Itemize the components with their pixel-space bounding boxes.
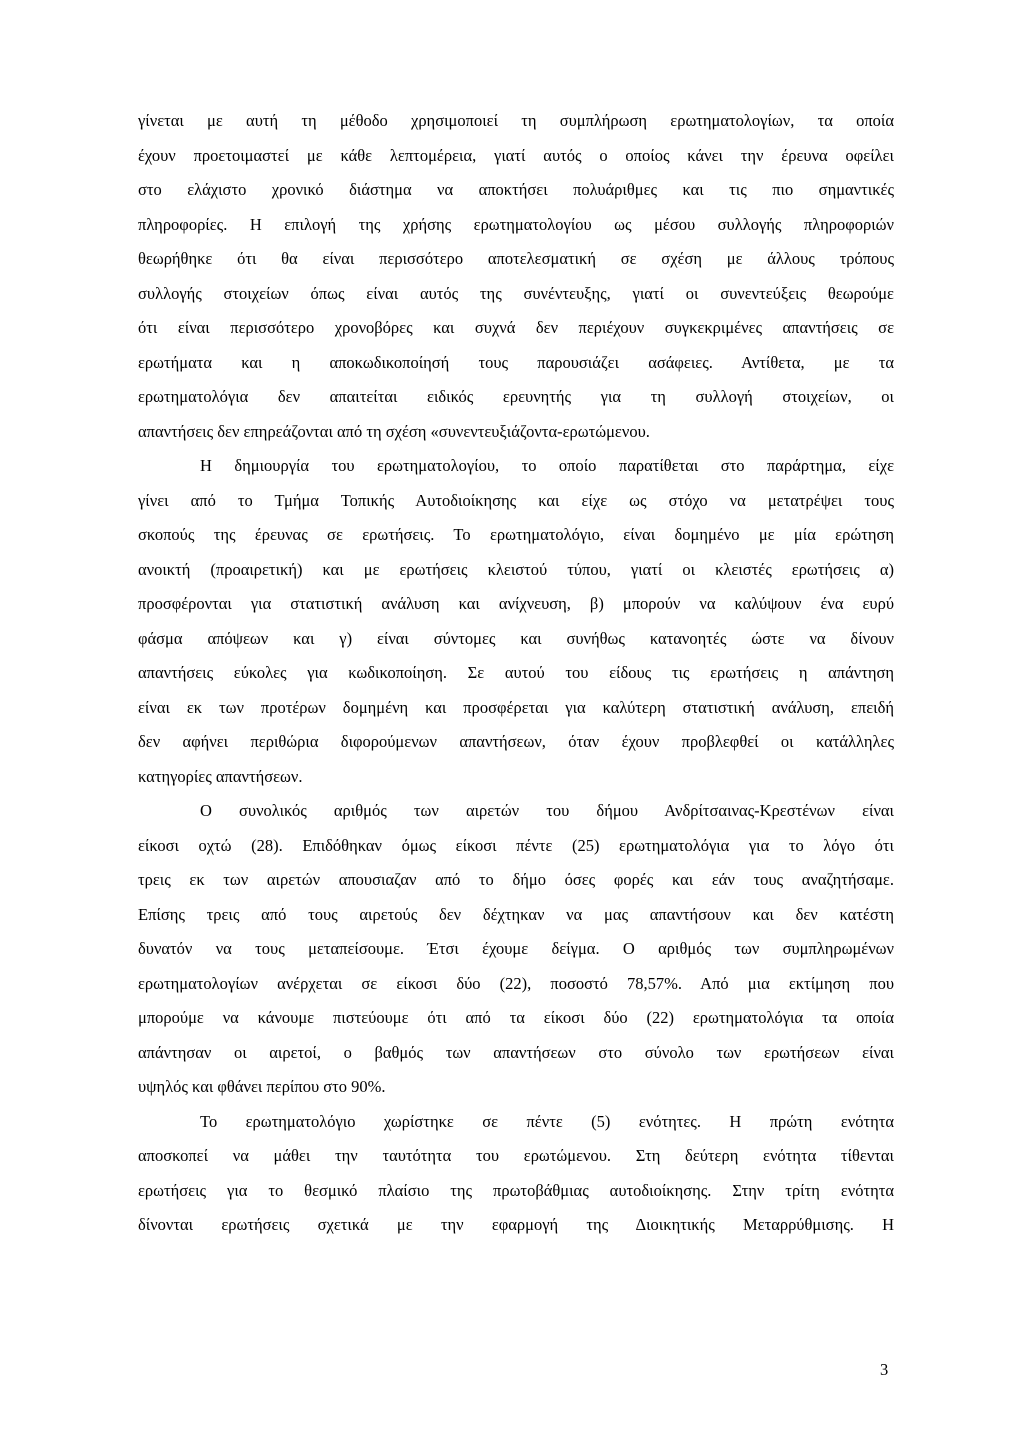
text-line: απαντήσεις δεν επηρεάζονται από τη σχέση «συνεντευξιάζοντα-ερωτώμενου.: [138, 421, 650, 441]
text-line: σκοπούς της έρευνας σε ερωτήσεις. Το ερωτηματολόγιο, είναι δομημένο με μία ερώτηση: [138, 525, 894, 544]
text-line: έχουν προετοιμαστεί με κάθε λεπτομέρεια, γιατί αυτός ο οποίος κάνει την έρευνα οφείλει: [138, 145, 894, 165]
text-line: ανοικτή (προαιρετική) και με ερωτήσεις κλειστού τύπου, γιατί οι κλειστές ερωτήσεις α): [138, 559, 894, 579]
text-line: είναι εκ των προτέρων δομημένη και προσφέρεται για καλύτερη στατιστική ανάλυση, επειδή: [138, 697, 894, 717]
text-line: μπορούμε να κάνουμε πιστεύουμε ότι από τα είκοσι δύο (22) ερωτηματολόγια τα οποία: [138, 1008, 894, 1027]
text-line: υψηλός και φθάνει περίπου στο 90%.: [138, 1077, 386, 1096]
text-line: Επίσης τρεις από τους αιρετούς δεν δέχτηκαν να μας απαντήσουν και δεν κατέστη: [138, 904, 894, 924]
text-line: θεωρήθηκε ότι θα είναι περισσότερο αποτελεσματική σε σχέση με άλλους τρόπους: [138, 249, 894, 268]
text-line: ερωτήσεις για το θεσμικό πλαίσιο της πρωτοβάθμιας αυτοδιοίκησης. Στην τρίτη ενότητα: [138, 1180, 894, 1200]
text-line: δυνατόν να τους μεταπείσουμε. Έτσι έχουμε δείγμα. Ο αριθμός των συμπληρωμένων: [138, 939, 894, 958]
text-line: φάσμα απόψεων και γ) είναι σύντομες και συνήθως κατανοητές ώστε να δίνουν: [138, 628, 894, 648]
text-line: δεν αφήνει περιθώρια διφορούμενων απαντήσεων, όταν έχουν προβλεφθεί οι κατάλληλες: [138, 732, 894, 751]
paragraph-4: [138, 1105, 894, 1243]
text-line: γίνεται με αυτή τη μέθοδο χρησιμοποιεί τη συμπλήρωση ερωτηματολογίων, τα οποία: [138, 111, 894, 130]
text-line: δίνονται ερωτήσεις σχετικά με την εφαρμογή της Διοικητικής Μεταρρύθμισης. Η: [138, 1215, 894, 1234]
text-line: συλλογής στοιχείων όπως είναι αυτός της συνέντευξης, γιατί οι συνεντεύξεις θεωρούμε: [138, 283, 894, 303]
paragraph-3: [138, 794, 894, 1105]
text-line: γίνει από το Τμήμα Τοπικής Αυτοδιοίκησης και είχε ως στόχο να μετατρέψει τους: [138, 490, 894, 510]
text-line: κατηγορίες απαντήσεων.: [138, 766, 303, 786]
text-line: προσφέρονται για στατιστική ανάλυση και ανίχνευση, β) μπορούν να καλύψουν ένα ευρύ: [138, 594, 894, 613]
text-line: Το ερωτηματολόγιο χωρίστηκε σε πέντε (5) ενότητες. Η πρώτη ενότητα: [200, 1111, 894, 1131]
text-line: πληροφορίες. Η επιλογή της χρήσης ερωτηματολογίου ως μέσου συλλογής πληροφοριών: [138, 214, 894, 234]
text-line: είκοσι οχτώ (28). Επιδόθηκαν όμως είκοσι πέντε (25) ερωτηματολόγια για το λόγο ότι: [138, 835, 894, 855]
text-line: στο ελάχιστο χρονικό διάστημα να αποκτήσει πολυάριθμες και τις πιο σημαντικές: [138, 180, 894, 199]
paragraph-2: [138, 449, 894, 794]
text-line: ότι είναι περισσότερο χρονοβόρες και συχνά δεν περιέχουν συγκεκριμένες απαντήσεις σε: [138, 318, 894, 337]
text-line: ερωτηματολόγια δεν απαιτείται ειδικός ερευνητής για τη συλλογή στοιχείων, οι: [138, 387, 894, 406]
page-number: 3: [880, 1360, 889, 1379]
text-line: Η δημιουργία του ερωτηματολογίου, το οποίο παρατίθεται στο παράρτημα, είχε: [200, 456, 894, 475]
document-body: [138, 104, 894, 1243]
text-line: απαντήσεις εύκολες για κωδικοποίηση. Σε αυτού του είδους τις ερωτήσεις η απάντηση: [138, 663, 894, 682]
text-line: απάντησαν οι αιρετοί, ο βαθμός των απαντήσεων στο σύνολο των ερωτήσεων είναι: [138, 1042, 894, 1062]
text-line: τρεις εκ των αιρετών απουσιαζαν από το δήμο όσες φορές και εάν τους αναζητήσαμε.: [138, 870, 894, 889]
paragraph-1: [138, 104, 894, 449]
text-line: Ο συνολικός αριθμός των αιρετών του δήμου Ανδρίτσαινας-Κρεστένων είναι: [200, 801, 894, 820]
text-line: αποσκοπεί να μάθει την ταυτότητα του ερωτώμενου. Στη δεύτερη ενότητα τίθενται: [138, 1146, 894, 1165]
text-line: ερωτηματολογίων ανέρχεται σε είκοσι δύο (22), ποσοστό 78,57%. Από μια εκτίμηση που: [138, 973, 894, 993]
text-line: ερωτήματα και η αποκωδικοποίησή τους παρουσιάζει ασάφειες. Αντίθετα, με τα: [138, 352, 894, 372]
